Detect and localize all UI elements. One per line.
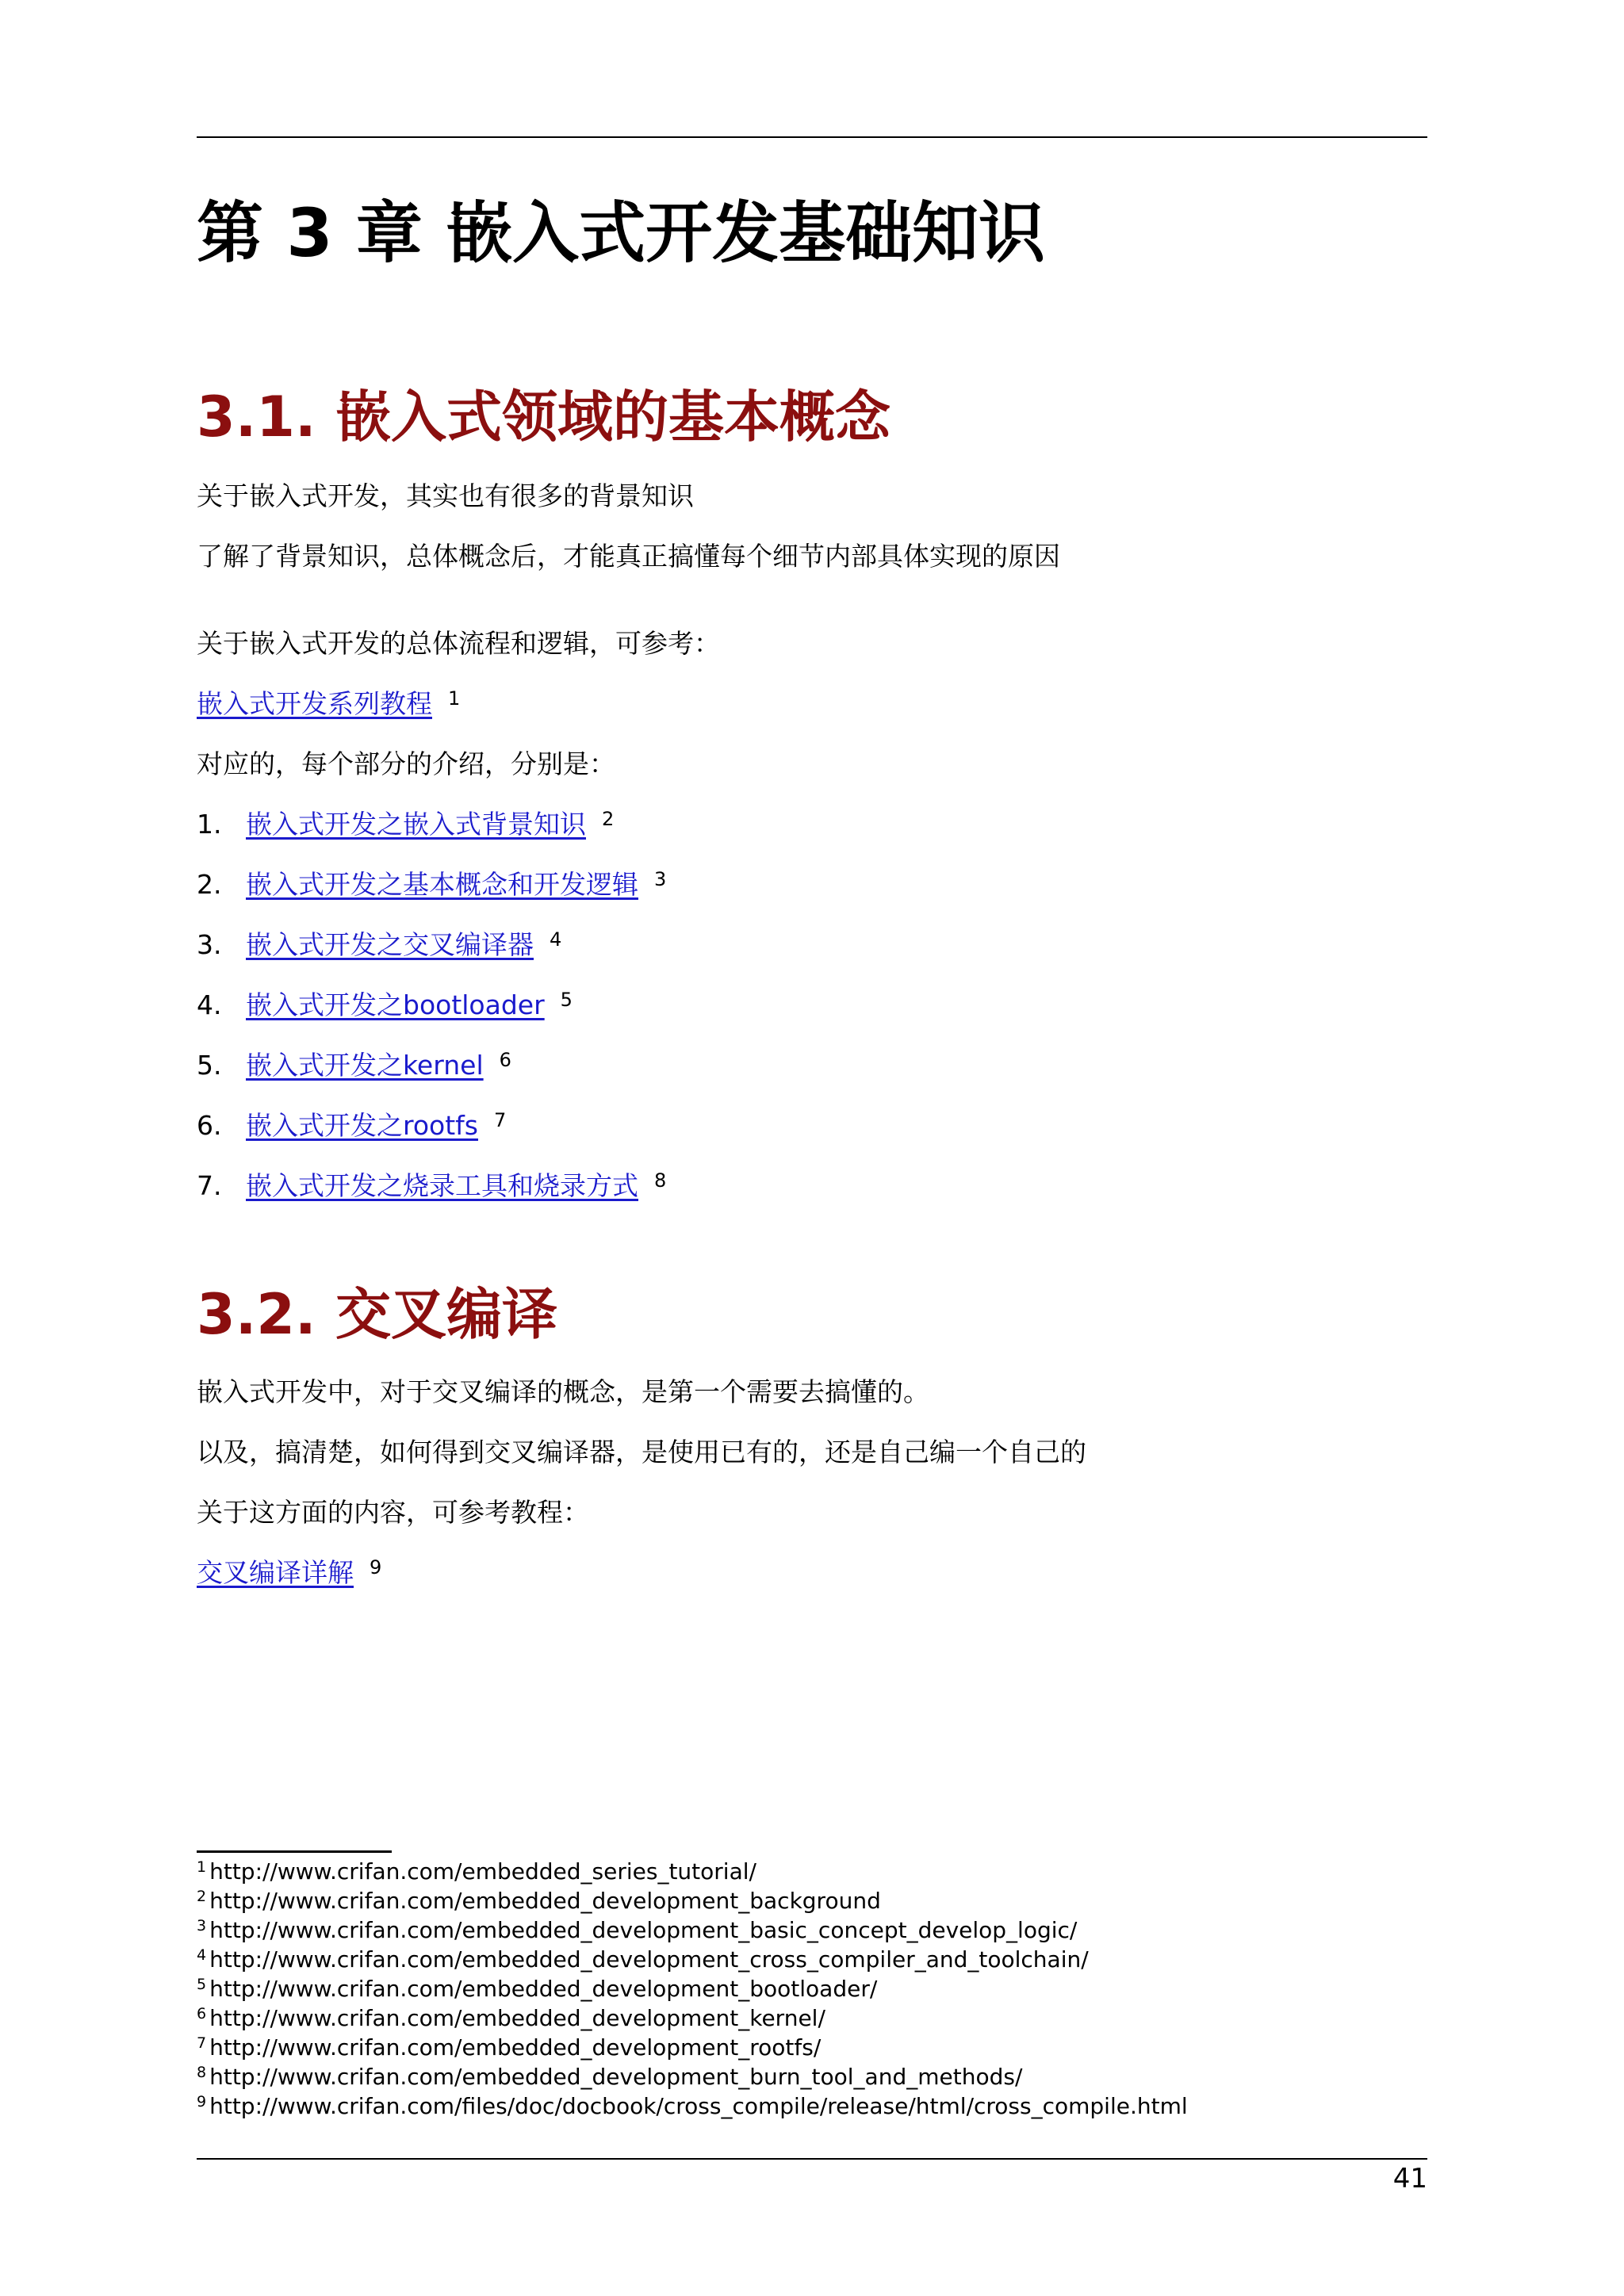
list-item-link[interactable]: 嵌入式开发之烧录工具和烧录方式 — [246, 1170, 638, 1201]
list-item-link[interactable]: 嵌入式开发之交叉编译器 — [246, 929, 534, 960]
list-number: 7. — [197, 1170, 222, 1201]
footnote-number: 6 — [197, 2005, 207, 2022]
footnote-url: http://www.crifan.com/embedded_development_rootfs/ — [209, 2034, 822, 2061]
footnote-number: 4 — [197, 1946, 207, 1964]
footnote-ref: 5 — [560, 989, 573, 1011]
footnote-url: http://www.crifan.com/embedded_development_kernel/ — [209, 2005, 825, 2031]
list-number: 3. — [197, 929, 222, 960]
footnote — [197, 2093, 1188, 2122]
footnote-ref: 6 — [499, 1049, 511, 1071]
list-number: 2. — [197, 869, 222, 900]
footnote-ref: 3 — [654, 868, 667, 890]
footnote-url: http://www.crifan.com/embedded_development_basic_concept_develop_logic/ — [209, 1917, 1078, 1943]
list-item-link[interactable]: 嵌入式开发之kernel — [246, 1050, 484, 1081]
page-number: 41 — [1392, 2163, 1427, 2195]
footer-rule — [197, 2158, 1427, 2160]
footnote — [197, 1946, 1188, 1976]
footnotes — [197, 1858, 1188, 2122]
list-number: 1. — [197, 809, 222, 840]
footnote — [197, 1858, 1188, 1888]
footnote-url: http://www.crifan.com/embedded_development_background — [209, 1888, 881, 1914]
footnote — [197, 1888, 1188, 1917]
list-item — [197, 806, 614, 846]
footnote — [197, 2005, 1188, 2034]
footnote-number: 2 — [197, 1888, 207, 1905]
header-rule — [197, 136, 1427, 138]
list-item — [197, 986, 573, 1027]
list-item-link[interactable]: 嵌入式开发之rootfs — [246, 1110, 478, 1141]
list-item — [197, 866, 666, 906]
paragraph: 了解了背景知识，总体概念后，才能真正搞懂每个细节内部具体实现的原因 — [197, 541, 1060, 572]
list-number: 4. — [197, 989, 222, 1020]
footnote-ref: 7 — [493, 1109, 507, 1131]
list-number: 6. — [197, 1110, 222, 1141]
footnote-url: http://www.crifan.com/embedded_development_cross_compiler_and_toolchain/ — [209, 1946, 1089, 1973]
list-number: 5. — [197, 1050, 222, 1081]
paragraph: 以及，搞清楚，如何得到交叉编译器，是使用已有的，还是自己编一个自己的 — [197, 1437, 1086, 1468]
list-item-link[interactable]: 嵌入式开发之bootloader — [246, 989, 545, 1020]
footnote-ref: 9 — [370, 1556, 382, 1578]
footnote-number: 9 — [197, 2093, 207, 2110]
footnote — [197, 1917, 1188, 1946]
paragraph: 关于嵌入式开发的总体流程和逻辑，可参考： — [197, 628, 720, 659]
cross-compile-line — [197, 1554, 381, 1594]
paragraph: 嵌入式开发中，对于交叉编译的概念，是第一个需要去搞懂的。 — [197, 1376, 929, 1407]
list-item-link[interactable]: 嵌入式开发之嵌入式背景知识 — [246, 809, 586, 840]
footnote-ref: 4 — [550, 928, 562, 951]
footnote-number: 7 — [197, 2034, 207, 2052]
footnote-url: http://www.crifan.com/embedded_development_burn_tool_and_methods/ — [209, 2064, 1023, 2090]
series-tutorial-link[interactable]: 嵌入式开发系列教程 — [197, 688, 432, 719]
footnote-url: http://www.crifan.com/embedded_development_bootloader/ — [209, 1976, 878, 2002]
list-item — [197, 926, 561, 966]
list-item — [197, 1107, 506, 1147]
footnote-ref: 8 — [654, 1169, 667, 1192]
list-item — [197, 1047, 511, 1087]
footnote-separator — [197, 1850, 392, 1853]
series-tutorial-line — [197, 685, 460, 725]
footnote-url: http://www.crifan.com/files/doc/docbook/cross_compile/release/html/cross_compile.html — [209, 2093, 1188, 2119]
footnote — [197, 2064, 1188, 2093]
footnote-number: 5 — [197, 1976, 207, 1993]
section-heading-3-1: 3.1. 嵌入式领域的基本概念 — [197, 385, 891, 450]
paragraph: 关于这方面的内容，可参考教程： — [197, 1497, 589, 1528]
footnote — [197, 2034, 1188, 2064]
list-item — [197, 1167, 666, 1207]
paragraph: 关于嵌入式开发，其实也有很多的背景知识 — [197, 480, 694, 511]
footnote-number: 3 — [197, 1917, 207, 1934]
footnote-ref: 1 — [448, 687, 461, 710]
footnote — [197, 1976, 1188, 2005]
list-item-link[interactable]: 嵌入式开发之基本概念和开发逻辑 — [246, 869, 638, 900]
section-heading-3-2: 3.2. 交叉编译 — [197, 1282, 557, 1347]
footnote-url: http://www.crifan.com/embedded_series_tutorial/ — [209, 1858, 756, 1885]
chapter-title: 第 3 章 嵌入式开发基础知识 — [197, 194, 1046, 272]
footnote-number: 1 — [197, 1858, 207, 1876]
list-intro: 对应的，每个部分的介绍，分别是： — [197, 748, 615, 779]
footnote-ref: 2 — [602, 808, 615, 830]
footnote-number: 8 — [197, 2064, 207, 2081]
cross-compile-link[interactable]: 交叉编译详解 — [197, 1557, 354, 1588]
